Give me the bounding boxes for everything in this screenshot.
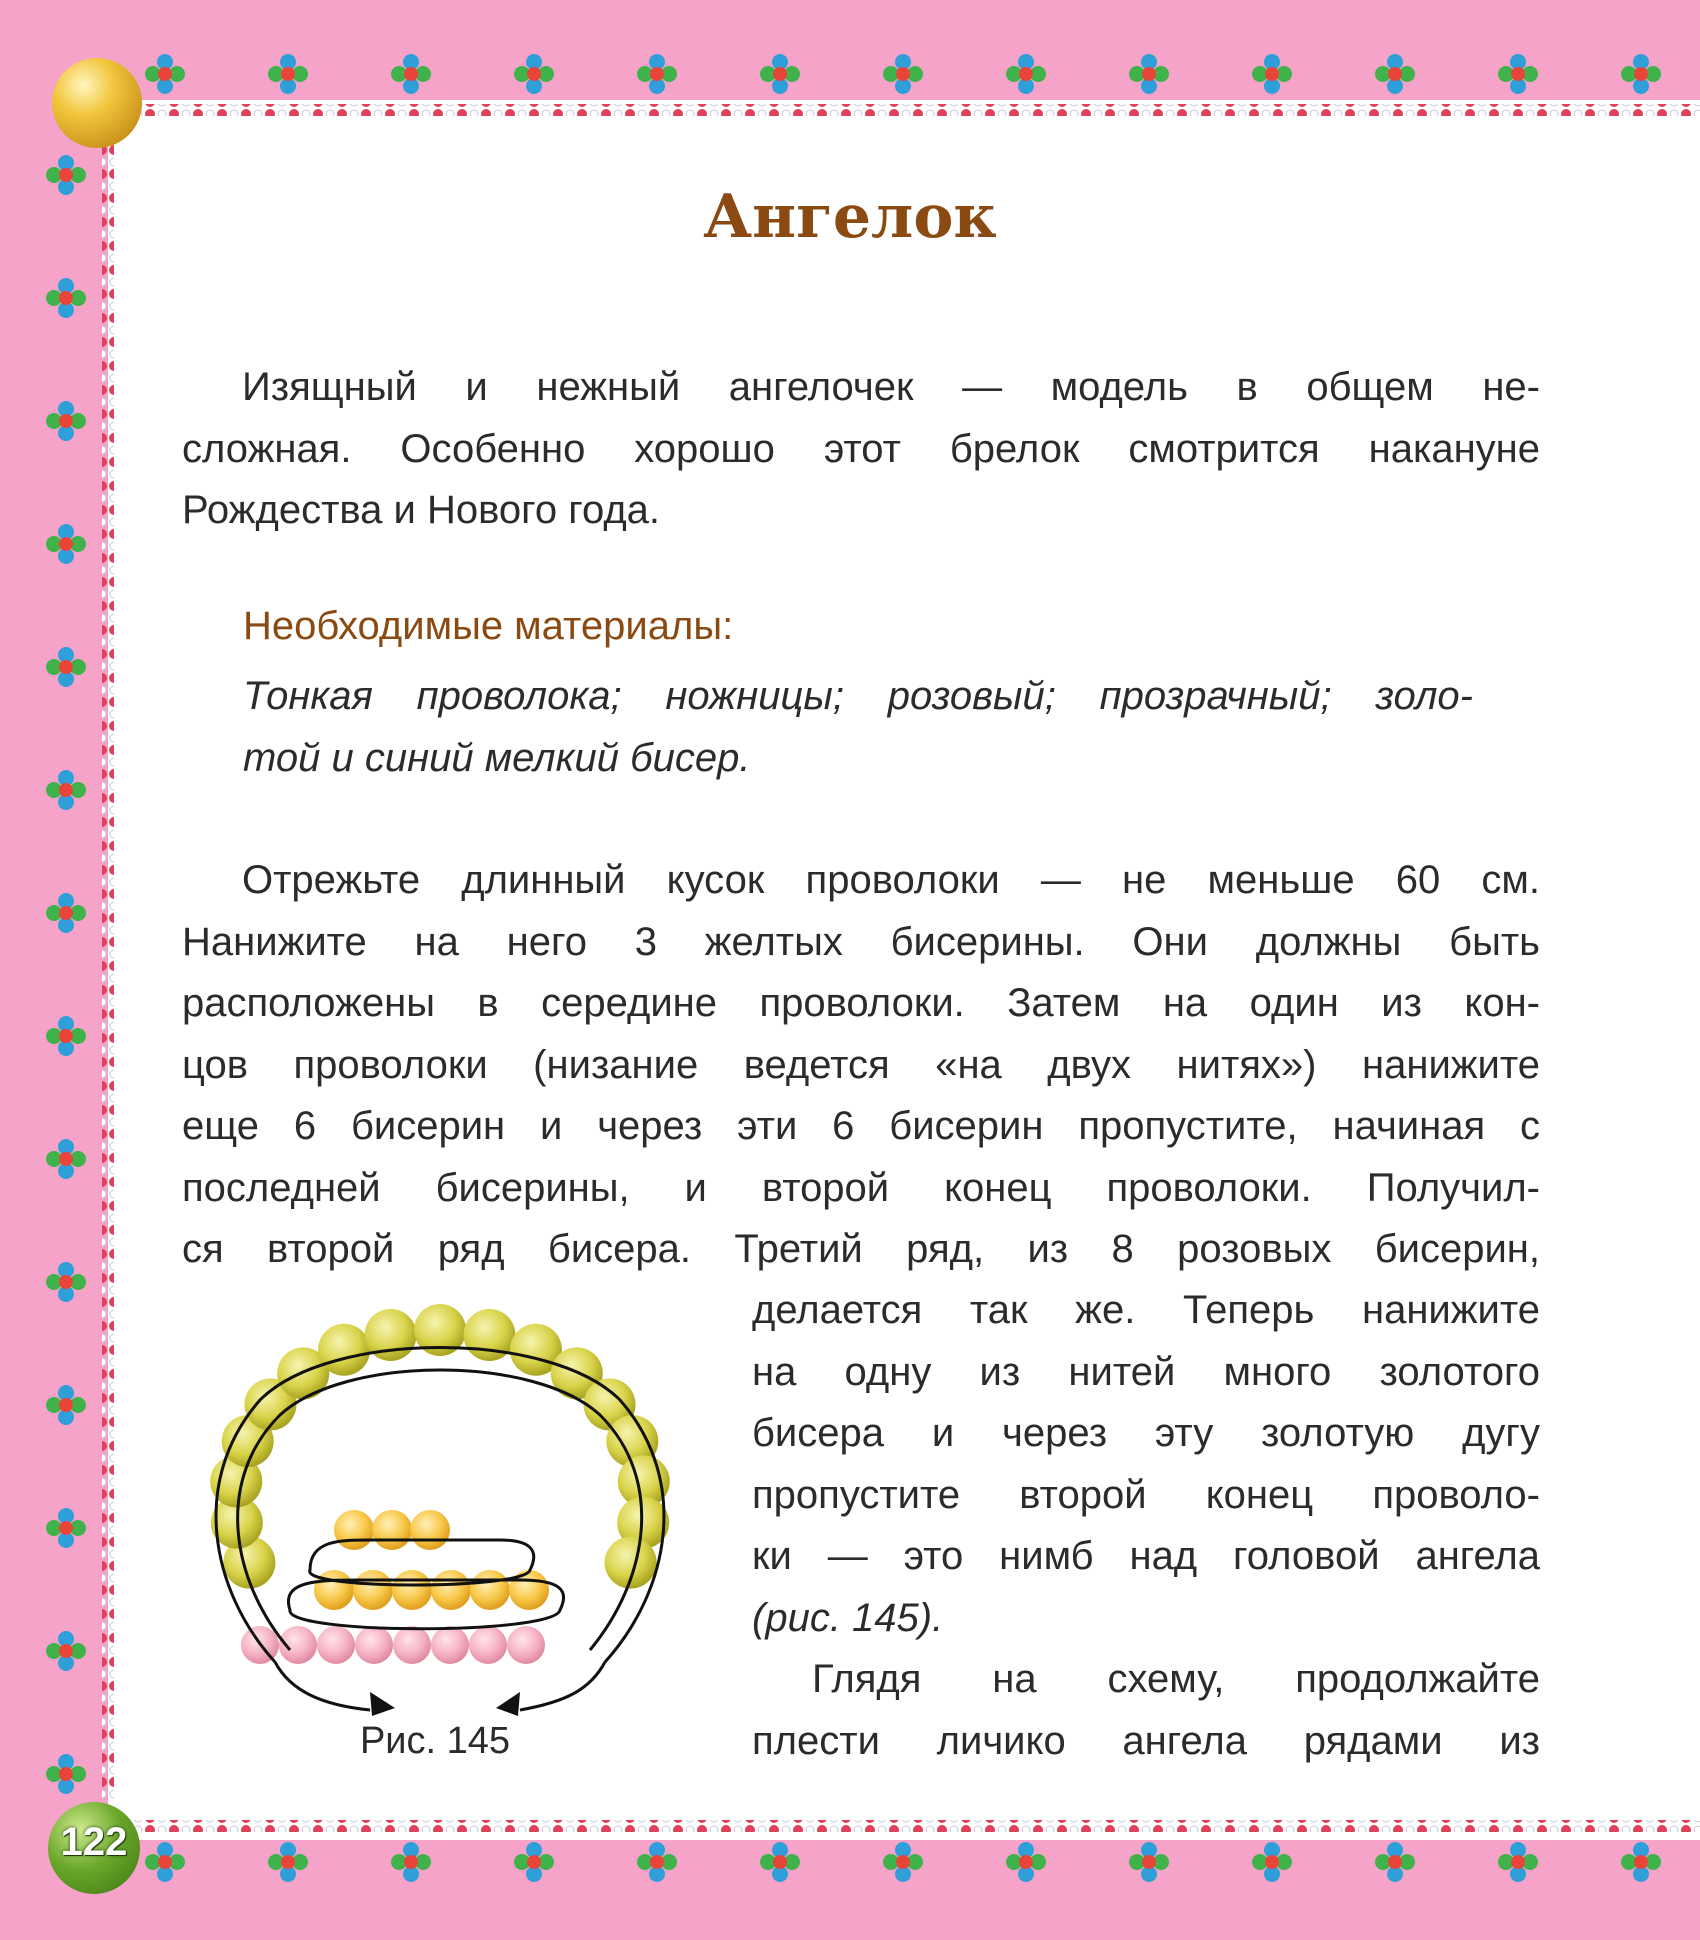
figure-145-diagram xyxy=(170,1290,710,1760)
bead-flower xyxy=(46,401,86,441)
text-line: Глядя на схему, продолжайте xyxy=(812,1657,1540,1701)
text-line: Рождества и Нового года. xyxy=(182,488,661,532)
bead xyxy=(410,1510,450,1550)
materials-list xyxy=(243,666,1473,789)
figure-reference: (рис. 145). xyxy=(752,1595,944,1640)
bead-flower xyxy=(883,1842,923,1882)
bead-flower xyxy=(46,1385,86,1425)
text-line: Отрежьте длинный кусок проволоки — не меньше 60 см. xyxy=(242,858,1540,902)
text-line: пропустите второй конец проволо- xyxy=(752,1472,1540,1517)
bead-flower xyxy=(391,54,431,94)
bead xyxy=(431,1570,471,1610)
bead-flower xyxy=(1375,1842,1415,1882)
bead xyxy=(469,1626,507,1664)
bead xyxy=(372,1510,412,1550)
bead xyxy=(355,1626,393,1664)
bead xyxy=(393,1626,431,1664)
bead-flower xyxy=(1375,54,1415,94)
page-title: Ангелок xyxy=(703,182,997,252)
text-line: плести личико ангела рядами из xyxy=(752,1718,1540,1763)
bead-flower xyxy=(514,1842,554,1882)
bead-flower xyxy=(514,54,554,94)
bead-flower xyxy=(46,770,86,810)
text-line: ся второй ряд бисера. Третий ряд, из 8 розовых бисерин, xyxy=(182,1227,1540,1271)
text-line: Тонкая проволока; ножницы; розовый; прозрачный; золо- xyxy=(243,674,1473,718)
text-line: ки — это нимб над головой ангела xyxy=(752,1534,1540,1578)
bead-flower xyxy=(46,647,86,687)
bead xyxy=(392,1570,432,1610)
bead-flower xyxy=(1621,1842,1661,1882)
instructions-paragraph-3 xyxy=(752,1649,1540,1772)
text-line: расположены в середине проволоки. Затем на один из кон- xyxy=(182,981,1540,1025)
bead xyxy=(431,1626,469,1664)
bead xyxy=(317,1626,355,1664)
yellow-bead-row-1 xyxy=(334,1510,450,1550)
bead-flower xyxy=(1129,1842,1169,1882)
bead xyxy=(509,1570,549,1610)
bead-flower xyxy=(1498,54,1538,94)
bead-flower xyxy=(145,54,185,94)
bead-flower xyxy=(883,54,923,94)
bead-flower xyxy=(268,54,308,94)
bead-flower xyxy=(46,1016,86,1056)
bead-flower xyxy=(1498,1842,1538,1882)
text-line: Изящный и нежный ангелочек — модель в общем не- xyxy=(242,365,1540,409)
page-number: 122 xyxy=(60,1820,128,1864)
text-line: делается так же. Теперь нанижите xyxy=(752,1288,1540,1332)
bead-flower xyxy=(268,1842,308,1882)
bead-flower xyxy=(46,1139,86,1179)
text-line: на одну из нитей много золотого xyxy=(752,1349,1540,1394)
bead-flower xyxy=(1006,1842,1046,1882)
bead-flower xyxy=(145,1842,185,1882)
bead-flower xyxy=(46,278,86,318)
bead-flower xyxy=(637,54,677,94)
bead-flower xyxy=(1006,54,1046,94)
bead-flower xyxy=(760,1842,800,1882)
bead-flower xyxy=(1252,54,1292,94)
bead xyxy=(353,1570,393,1610)
bead-flower xyxy=(46,1508,86,1548)
bead-flower xyxy=(46,893,86,933)
materials-label: Необходимые материалы: xyxy=(243,604,734,648)
bead-flower xyxy=(760,54,800,94)
page-number-badge xyxy=(48,1802,140,1894)
figure-ref-text: (рис. 145) xyxy=(752,1595,933,1640)
bead xyxy=(314,1570,354,1610)
instructions-paragraph-2 xyxy=(752,1280,1540,1649)
text-line: бисера и через эту золотую дугу xyxy=(752,1411,1540,1455)
bead-flower xyxy=(1621,54,1661,94)
bead xyxy=(334,1510,374,1550)
text-line: еще 6 бисерин и через эти 6 бисерин пропустите, начиная с xyxy=(182,1104,1540,1148)
bead-flower xyxy=(46,1754,86,1794)
arrow-left xyxy=(370,1692,395,1716)
text-line: Нанижите на него 3 желтых бисерины. Они должны быть xyxy=(182,919,1540,964)
instructions-paragraph-1 xyxy=(182,850,1540,1281)
text-line: той и синий мелкий бисер. xyxy=(243,735,751,780)
bead-flower xyxy=(46,1631,86,1671)
text-line: цов проволоки (низание ведется «на двух нитях») нанижите xyxy=(182,1042,1540,1087)
bead xyxy=(507,1626,545,1664)
bead-flower xyxy=(46,524,86,564)
text-line: сложная. Особенно хорошо этот брелок смотрится накануне xyxy=(182,426,1540,471)
figure-caption: Рис. 145 xyxy=(359,1720,511,1762)
arrow-right xyxy=(496,1692,520,1716)
bead xyxy=(470,1570,510,1610)
bead-flower xyxy=(1129,54,1169,94)
intro-paragraph xyxy=(182,357,1540,542)
yellow-bead-row-2 xyxy=(314,1570,549,1610)
bead-flower xyxy=(46,1262,86,1302)
text-line: последней бисерины, и второй конец проволоки. Получил- xyxy=(182,1165,1540,1210)
bead-flower xyxy=(637,1842,677,1882)
bead xyxy=(318,1324,370,1376)
bead-flower xyxy=(1252,1842,1292,1882)
gold-bead-ornament xyxy=(52,58,142,148)
bead-flower xyxy=(391,1842,431,1882)
